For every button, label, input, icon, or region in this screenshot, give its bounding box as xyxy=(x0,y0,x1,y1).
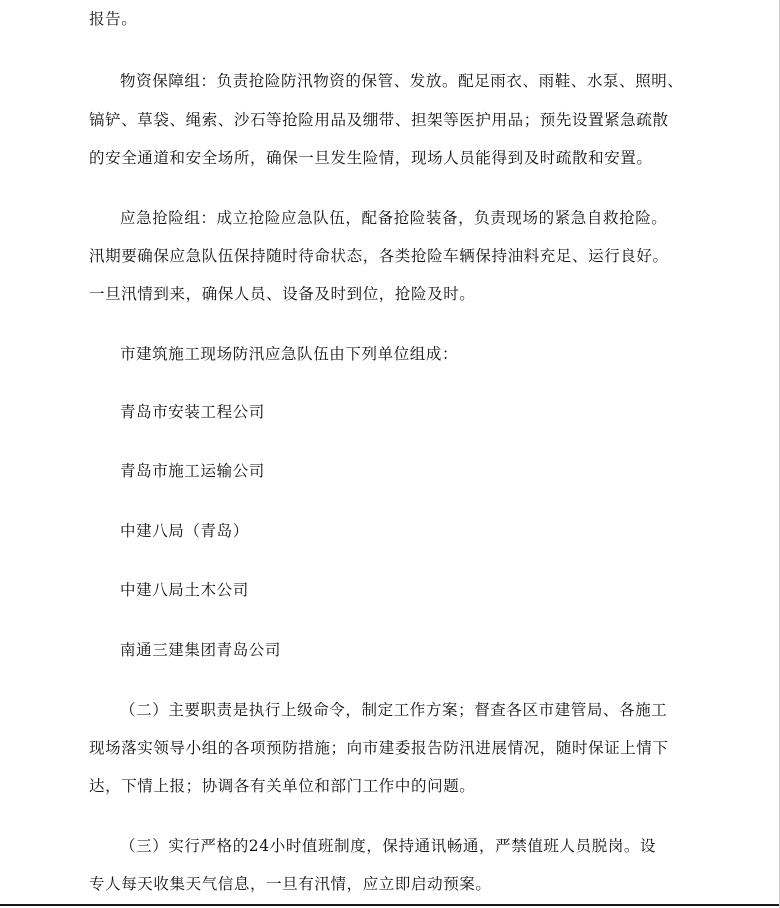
paragraph-supplies-line-2: 镐铲、草袋、绳索、沙石等抢险用品及绷带、担架等医护用品；预先设置紧急疏散 xyxy=(89,111,669,129)
unit-item: 中建八局（青岛） xyxy=(120,522,249,540)
section-three-line-1: （三）实行严格的24小时值班制度，保持通讯畅通，严禁值班人员脱岗。设 xyxy=(120,837,657,855)
paragraph-rescue-line-1: 应急抢险组：成立抢险应急队伍，配备抢险装备，负责现场的紧急自救抢险。 xyxy=(120,209,668,227)
section-two-line-2: 现场落实领导小组的各项预防措施；向市建委报告防汛进展情况，随时保证上情下 xyxy=(89,739,669,757)
paragraph-supplies-line-3: 的安全通道和安全场所，确保一旦发生险情，现场人员能得到及时疏散和安置。 xyxy=(89,149,653,167)
section-two-line-1: （二）主要职责是执行上级命令，制定工作方案；督查各区市建管局、各施工 xyxy=(120,701,668,719)
unit-item: 青岛市施工运输公司 xyxy=(120,462,265,480)
unit-item: 中建八局土木公司 xyxy=(120,581,249,599)
unit-item: 青岛市安装工程公司 xyxy=(120,403,265,421)
page-bottom-rule xyxy=(0,904,780,906)
text-line-report: 报告。 xyxy=(89,10,138,28)
team-units-intro: 市建筑施工现场防汛应急队伍由下列单位组成： xyxy=(120,345,459,363)
section-two-line-3: 达，下情上报；协调各有关单位和部门工作中的问题。 xyxy=(89,777,476,795)
paragraph-rescue-line-3: 一旦汛情到来，确保人员、设备及时到位，抢险及时。 xyxy=(89,285,476,303)
paragraph-rescue-line-2: 汛期要确保应急队伍保持随时待命状态，各类抢险车辆保持油料充足、运行良好。 xyxy=(89,247,669,265)
paragraph-supplies-line-1: 物资保障组：负责抢险防汛物资的保管、发放。配足雨衣、雨鞋、水泵、照明、 xyxy=(120,72,684,90)
section-three-line-2: 专人每天收集天气信息，一旦有汛情，应立即启动预案。 xyxy=(89,875,492,893)
unit-item: 南通三建集团青岛公司 xyxy=(120,641,282,659)
